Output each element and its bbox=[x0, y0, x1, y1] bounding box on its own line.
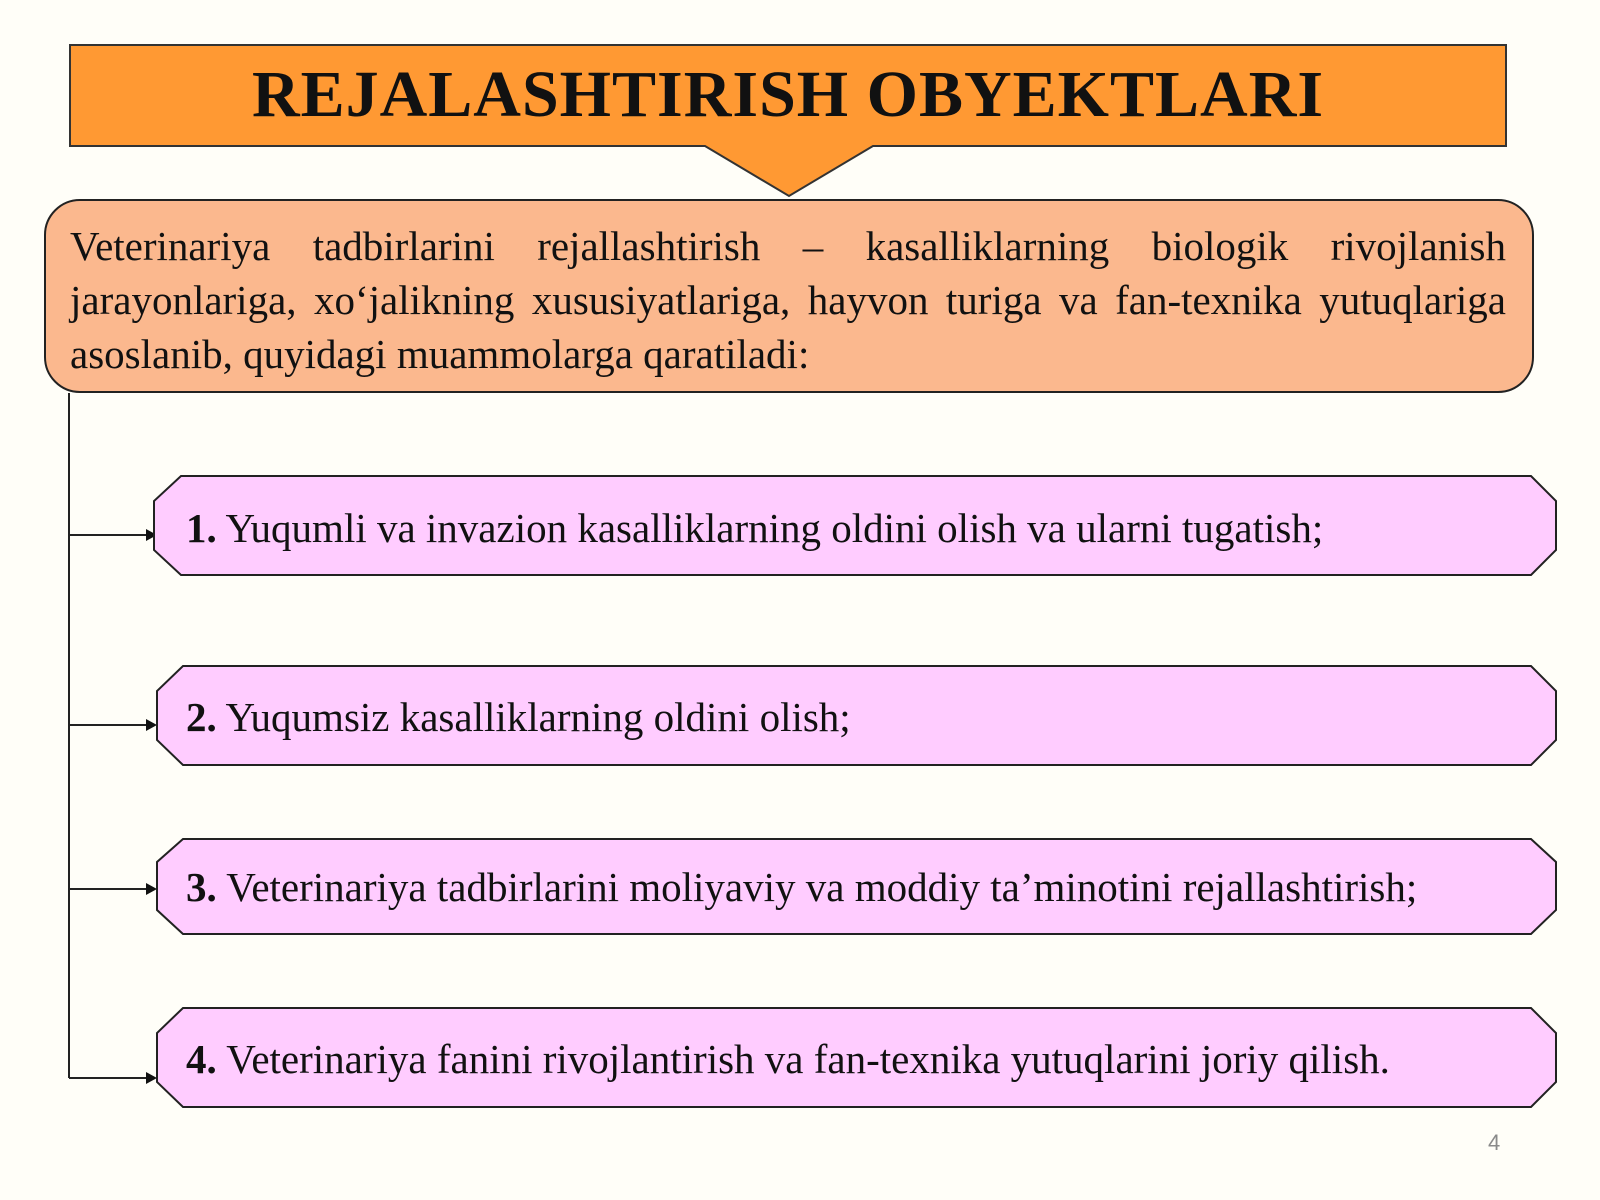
item-3-text: Veterinariya tadbirlarini moliyaviy va moddiy ta’minotini rejallashtirish; bbox=[226, 864, 1418, 910]
item-2-number: 2. bbox=[186, 694, 217, 740]
item-3-number: 3. bbox=[186, 864, 217, 910]
item-1-text: Yuqumli va invazion kasalliklarning oldini olish va ularni tugatish; bbox=[225, 505, 1324, 551]
list-item-4 bbox=[186, 1034, 1536, 1084]
item-4-number: 4. bbox=[186, 1036, 217, 1082]
item-1-number: 1. bbox=[186, 505, 217, 551]
item-2-text: Yuqumsiz kasalliklarning oldini olish; bbox=[225, 694, 851, 740]
item-4-text: Veterinariya fanini rivojlantirish va fan-texnika yutuqlarini joriy qilish. bbox=[226, 1036, 1390, 1082]
intro-box: Veterinariya tadbirlarini rejallashtirish – kasalliklarning biologik rivojlanish jarayonlariga, xo‘jalikning xususiyatlariga, hayvon turiga va fan-texnika yutuqlariga asoslanib, quyidagi muammolarga qaratiladi: bbox=[44, 199, 1534, 393]
slide-title: REJALASHTIRISH OBYEKTLARI bbox=[251, 58, 1325, 131]
page-number: 4 bbox=[1488, 1130, 1501, 1155]
